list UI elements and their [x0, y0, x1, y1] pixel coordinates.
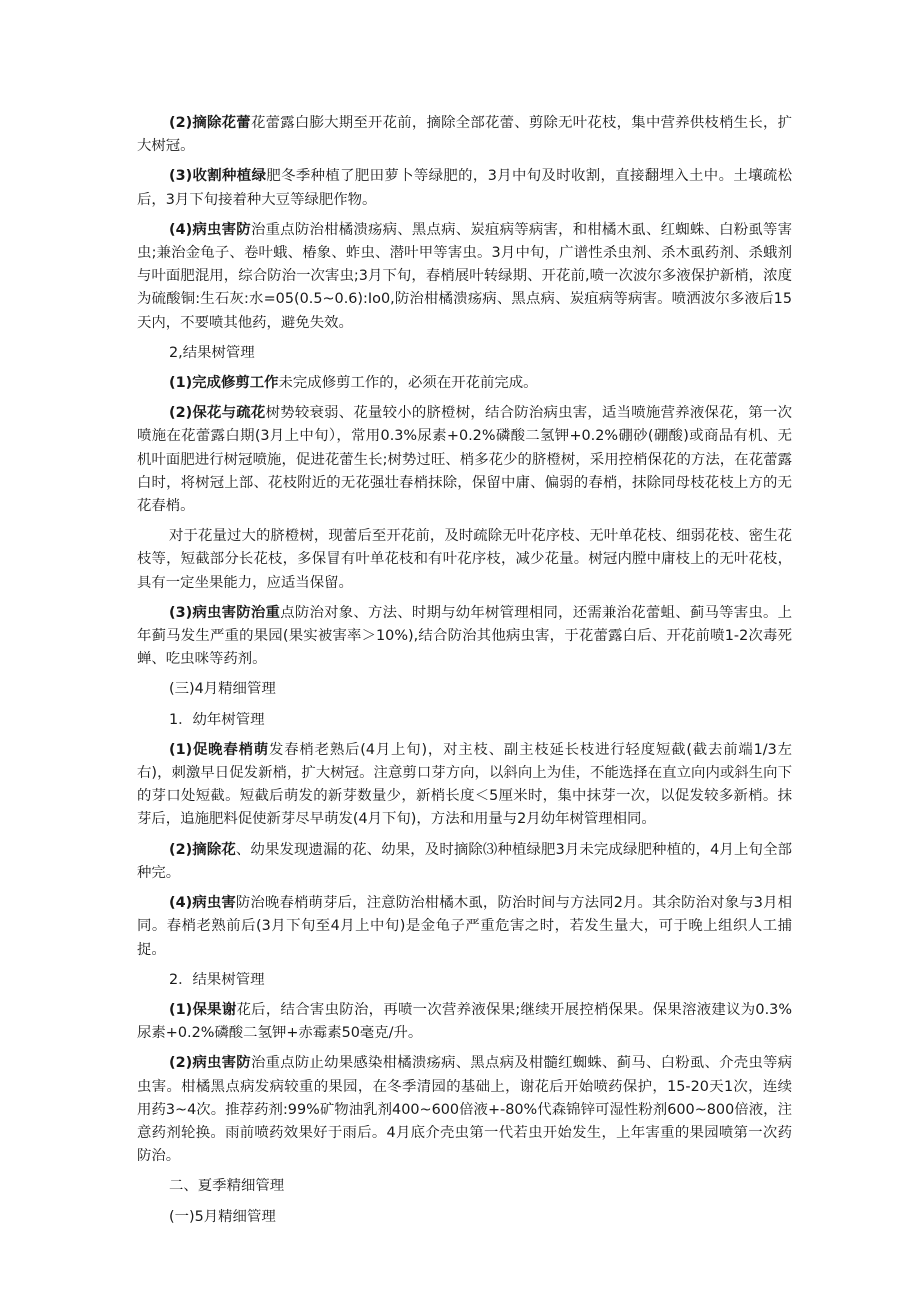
paragraph	[137, 219, 792, 335]
paragraph-text: 发春梢老熟后(4月上旬)，对主枝、副主枝延长枝进行轻度短截(截去前端1/3左右)，刺激早日促发新梢，扩大树冠。注意剪口芽方向，以斜向上为佳，不能选择在直立向内或斜生向下的芽口处短截。短截后萌发的新芽数量少，新梢长度＜5厘米时，集中抹芽一次，以促发较多新梢。抹芽后，追施肥料促使新芽尽早萌发(4月下旬)，方法和用量与2月幼年树管理相同。	[137, 741, 792, 828]
paragraph-text: 对于花量过大的脐橙树，现蕾后至开花前，及时疏除无叶花序枝、无叶单花枝、细弱花枝、密生花枝等，短截部分长花枝，多保冒有叶单花枝和有叶花序枝，减少花量。树冠内膛中庸枝上的无叶花枝，具有一定坐果能力，应适当保留。	[137, 528, 792, 591]
paragraph	[137, 112, 792, 158]
paragraph-text: 治重点防止幼果感染柑橘溃疡病、黑点病及柑髓红蜘蛛、蓟马、白粉虱、介壳虫等病虫害。柑橘黑点病发病较重的果园，在冬季清园的基础上，谢花后开始喷药保护，15-20天1次，连续用药3~4次。推荐药剂:99%矿物油乳剂400~600倍液+-80%代森锦锌可湿性粉剂600~800倍液，注意药剂轮换。雨前喷药效果好于雨后。4月底介壳虫第一代若虫开始发生，上年害重的果园喷第一次药防治。	[137, 1055, 792, 1165]
paragraph-lead: (2)保花与疏花	[169, 405, 266, 422]
paragraph-lead: (1)保果谢	[169, 1001, 237, 1018]
paragraph-lead: (3)病虫害防治重	[169, 604, 281, 621]
paragraph	[137, 839, 792, 885]
paragraph	[137, 372, 792, 395]
heading-text: 2．结果树管理	[169, 971, 265, 988]
paragraph-text: 未完成修剪工作的，必须在开花前完成。	[278, 375, 538, 392]
paragraph	[137, 892, 792, 962]
heading-text: 2,结果树管理	[169, 344, 255, 361]
section-heading	[137, 969, 792, 992]
paragraph-text: 花蕾露白膨大期至开花前，摘除全部花蕾、剪除无叶花枝，集中营养供枝梢生长，扩大树冠。	[137, 115, 792, 155]
paragraph-text: 治重点防治柑橘溃疡病、黑点病、炭疽病等病害，和柑橘木虱、红蜘蛛、白粉虱等害虫;兼治金龟子、卷叶蛾、椿象、蚱虫、潜叶甲等害虫。3月中旬，广谱性杀虫剂、杀木虱药剂、杀蛾剂与叶面肥混用，综合防治一次害虫;3月下旬，春梢展叶转绿期、开花前,喷一次波尔多液保护新梢，浓度为硫酸铜:生石灰:水=05(0.5~0.6):Io0,防治柑橘溃疡病、黑点病、炭疽病等病害。喷洒波尔多液后15天内，不要喷其他药，避免失效。	[137, 221, 792, 331]
heading-text: (一)5月精细管理	[169, 1208, 276, 1225]
paragraph-text: 防治晚春梢萌芽后，注意防治柑橘木虱，防治时间与方法同2月。其余防治对象与3月相同。春梢老熟前后(3月下旬至4月上中旬)是金龟子严重危害之时，若发生量大，可于晚上组织人工捕捉。	[137, 895, 792, 958]
paragraph-text: 肥冬季种植了肥田萝卜等绿肥的，3月中旬及时收割，直接翻埋入土中。土壤疏松后，3月下旬接着种大豆等绿肥作物。	[137, 168, 792, 208]
paragraph-text: 树势较衰弱、花量较小的脐橙树，结合防治病虫害，适当喷施营养液保花，第一次喷施在花蕾露白期(3月上中旬），常用0.3%尿素+0.2%磷酸二氢钾+0.2%硼砂(硼酸)或商品有机、无机叶面肥进行树冠喷施，促进花蕾生长;树势过旺、梢多花少的脐橙树，采用控梢保花的方法，在花蕾露白时，将树冠上部、花枝附近的无花强壮春梢抹除，保留中庸、偏弱的春梢，抹除同母枝花枝上方的无花春梢。	[137, 405, 792, 515]
paragraph-lead: (3)收割种植绿	[169, 168, 267, 185]
paragraph	[137, 602, 792, 672]
paragraph-lead: (2)病虫害防	[169, 1055, 251, 1072]
heading-text: 二、夏季精细管理	[169, 1178, 285, 1195]
section-heading	[137, 709, 792, 732]
paragraph-lead: (2)摘除花蕾	[169, 115, 251, 131]
paragraph-text: 点防治对象、方法、时期与幼年树管理相同，还需兼治花蕾蛆、蓟马等害虫。上年蓟马发生严重的果园(果实被害率＞10%),结合防治其他病虫害，于花蕾露白后、开花前喷1-2次毒死蝉、吃虫咪等药剂。	[137, 604, 792, 668]
section-heading	[137, 1175, 792, 1198]
paragraph	[137, 739, 792, 832]
paragraph-lead: (1)完成修剪工作	[169, 375, 279, 392]
paragraph	[137, 402, 792, 518]
paragraph-lead: (4)病虫害	[169, 895, 236, 912]
section-heading	[137, 342, 792, 365]
heading-text: (三)4月精细管理	[169, 681, 276, 698]
section-heading	[137, 678, 792, 701]
paragraph-text: 、幼果发现遗漏的花、幼果，及时摘除⑶种植绿肥3月未完成绿肥种植的，4月上旬全部种完。	[137, 841, 792, 881]
paragraph	[137, 165, 792, 211]
paragraph-lead: (1)促晚春梢萌	[169, 741, 270, 758]
paragraph	[137, 1052, 792, 1168]
paragraph-lead: (4)病虫害防	[169, 221, 251, 238]
paragraph-lead: (2)摘除花	[169, 841, 236, 858]
paragraph-text: 花后，结合害虫防治，再喷一次营养液保果;继续开展控梢保果。保果溶液建议为0.3%尿素+0.2%磷酸二氢钾+赤霉素50毫克/升。	[137, 1001, 792, 1042]
paragraph	[137, 999, 792, 1045]
paragraph	[137, 525, 792, 595]
heading-text: 1．幼年树管理	[169, 711, 265, 728]
section-heading	[137, 1206, 792, 1229]
